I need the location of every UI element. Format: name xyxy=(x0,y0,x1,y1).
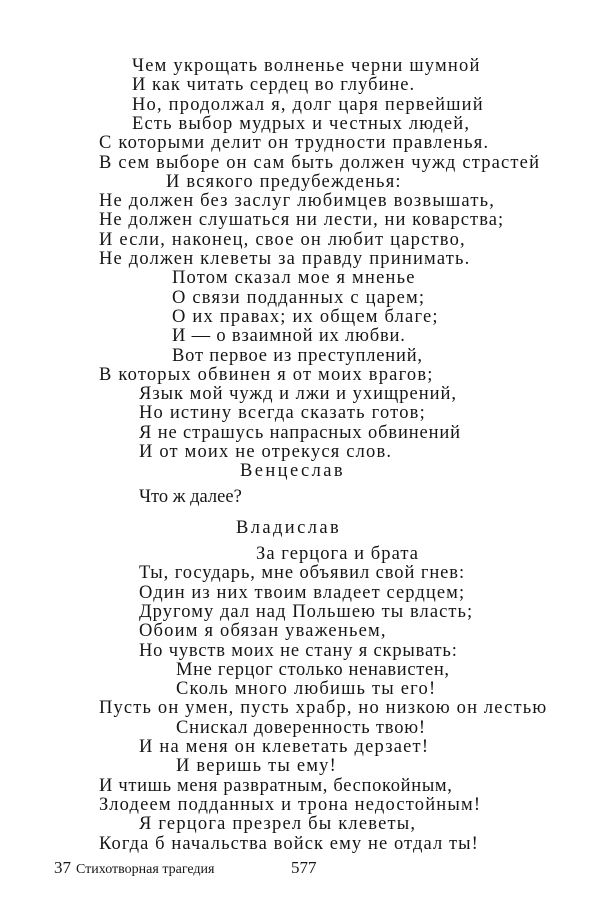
verse-line: Что ж далее? xyxy=(139,487,242,507)
verse-line: Мне герцог столько ненавистен, xyxy=(176,659,450,680)
verse-line: Пусть он умен, пусть храбр, но низкою он лестью xyxy=(99,698,548,719)
page-number: 577 xyxy=(291,858,317,877)
verse-line: Обоим я обязан уваженьем, xyxy=(139,621,387,642)
verse-line: Вот первое из преступлений, xyxy=(172,345,423,366)
verse-line: Один из них твоим владеет сердцем; xyxy=(139,582,466,603)
verse-line: Не должен клеветы за правду принимать. xyxy=(99,249,471,269)
verse-line: С которыми делит он трудности правленья. xyxy=(99,133,490,154)
verse-line: Но чувств моих не стану я скрывать: xyxy=(139,640,458,661)
verse-line: И на меня он клеветать дерзает! xyxy=(139,737,430,757)
verse-line: Я не страшусь напрасных обвинений xyxy=(139,422,461,443)
footer-section-title: Стихотворная трагедия xyxy=(76,862,215,877)
verse-line: Не должен слушаться ни лести, ни коварства; xyxy=(99,210,505,231)
verse-line: Другому дал над Польшею ты власть; xyxy=(139,601,474,622)
speaker-name-wladislaw: Владислав xyxy=(236,518,342,538)
verse-line: Не должен без заслуг любимцев возвышать, xyxy=(99,191,496,212)
verse-line: И чтишь меня развратным, беспокойным, xyxy=(99,775,453,796)
verse-line: И от моих не отрекуся слов. xyxy=(139,442,393,462)
verse-line: И веришь ты ему! xyxy=(176,756,337,777)
verse-line: Ты, государь, мне объявил свой гнев: xyxy=(139,563,466,584)
speaker-name-wenceslas: Венцеслав xyxy=(240,461,346,481)
verse-line: Злодеем подданных и трона недостойным! xyxy=(99,794,482,815)
verse-line: Потом сказал мое я мненье xyxy=(172,268,416,289)
verse-line: Снискал доверенность твою! xyxy=(176,717,426,738)
verse-line: Сколь много любишь ты его! xyxy=(176,679,437,700)
verse-line: Я герцога презрел бы клеветы, xyxy=(139,814,417,835)
verse-line: Когда б начальства войск ему не отдал ты! xyxy=(99,833,479,854)
verse-line: В сем выборе он сам быть должен чужд страстей xyxy=(99,152,541,173)
verse-line: И всякого предубежденья: xyxy=(166,171,402,192)
verse-line: И как читать сердец во глубине. xyxy=(132,75,416,96)
verse-line: О их правах; их общем благе; xyxy=(172,306,439,327)
verse-line: Есть выбор мудрых и честных людей, xyxy=(132,113,471,134)
verse-line: Но истину всегда сказать готов; xyxy=(139,403,426,424)
verse-line: Но, продолжал я, долг царя первейший xyxy=(132,94,484,115)
verse-line: И если, наконец, свое он любит царство, xyxy=(99,229,466,250)
verse-line: И — о взаимной их любви. xyxy=(172,326,406,347)
verse-line: За герцога и брата xyxy=(256,544,420,564)
verse-line: О связи подданных с царем; xyxy=(172,287,426,308)
verse-line: Язык мой чужд и лжи и ухищрений, xyxy=(139,384,458,405)
verse-line: В которых обвинен я от моих врагов; xyxy=(99,364,434,385)
verse-line: Чем укрощать волненье черни шумной xyxy=(132,56,481,76)
footer-signature: 37 xyxy=(54,858,71,877)
